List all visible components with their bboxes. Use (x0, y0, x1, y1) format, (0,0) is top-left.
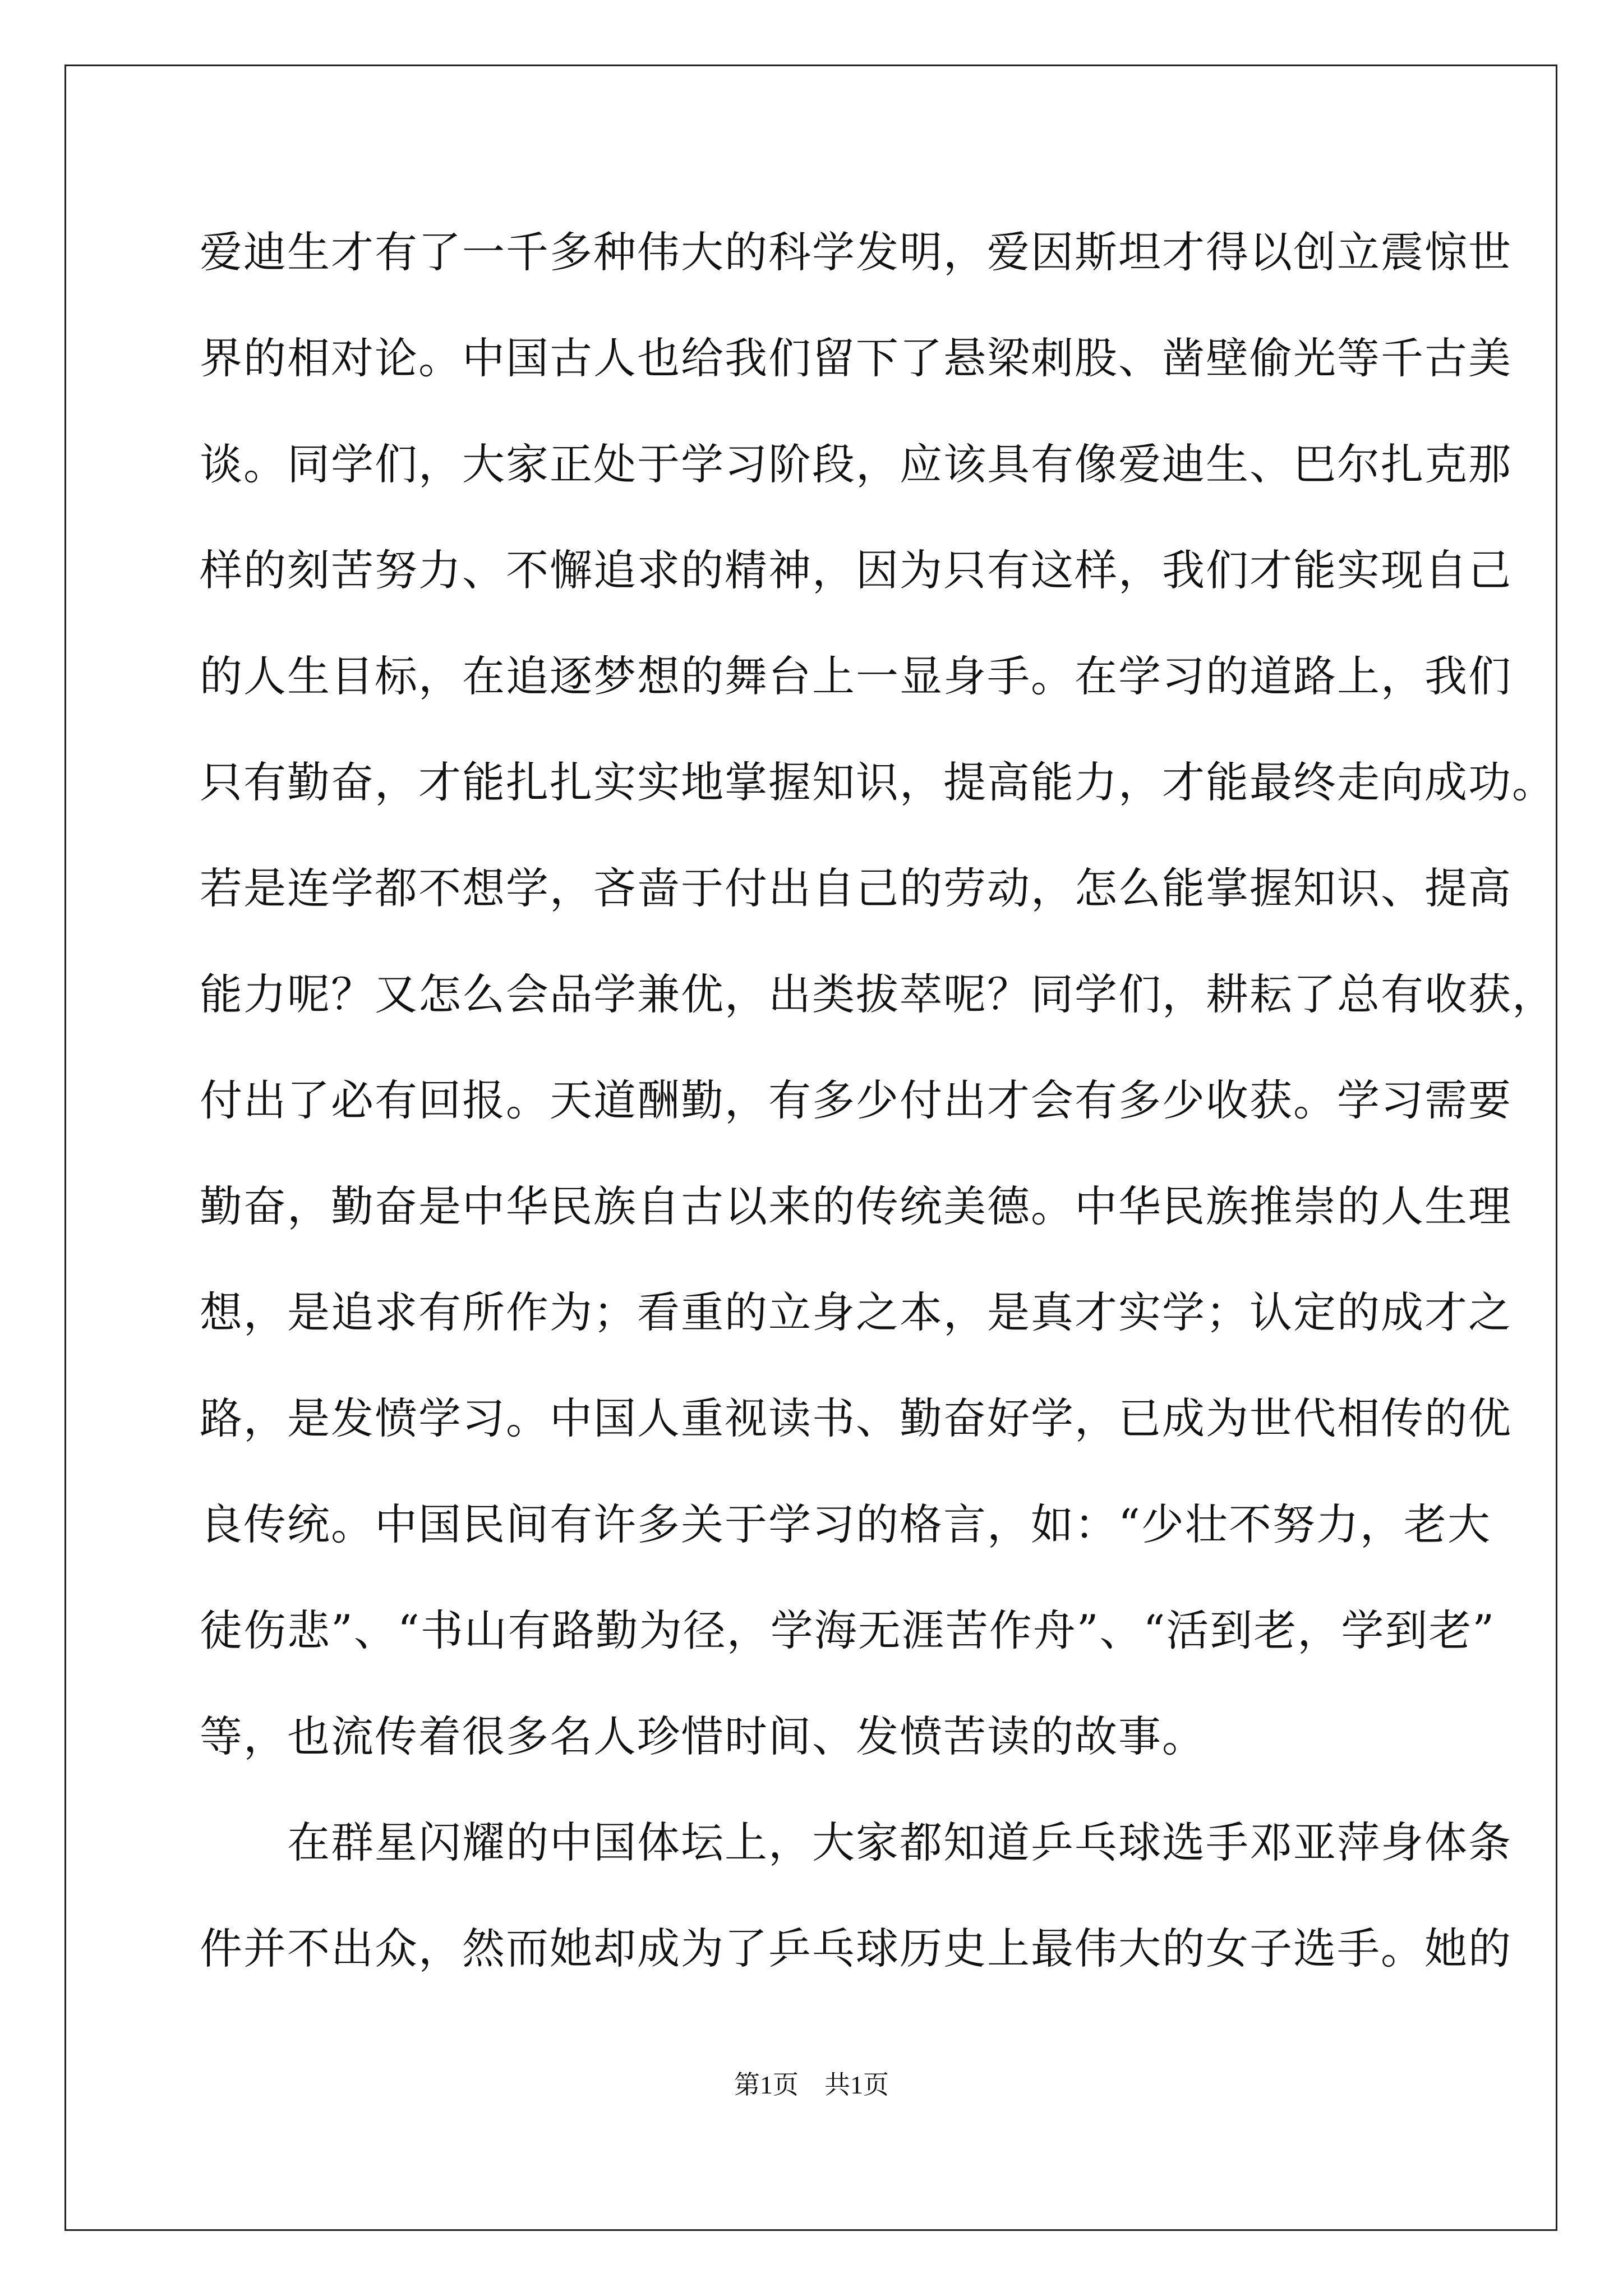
text-line-7: 若是连学都不想学，吝啬于付出自己的劳动，怎么能掌握知识、提高 (200, 863, 1512, 913)
text-line-9: 付出了必有回报。天道酬勤，有多少付出才会有多少收获。学习需要 (200, 1075, 1512, 1125)
text-line-3: 谈。同学们，大家正处于学习阶段，应该具有像爱迪生、巴尔扎克那 (200, 439, 1512, 489)
text-line-1: 爱迪生才有了一千多种伟大的科学发明，爱因斯坦才得以创立震惊世 (200, 227, 1512, 277)
text-line-15: 等，也流传着很多名人珍惜时间、发愤苦读的故事。 (200, 1711, 1206, 1761)
text-line-13: 良传统。中国民间有许多关于学习的格言，如：“少壮不努力，老大 (200, 1499, 1491, 1549)
text-line-12: 路，是发愤学习。中国人重视读书、勤奋好学，已成为世代相传的优 (200, 1393, 1512, 1443)
text-line-4: 样的刻苦努力、不懈追求的精神，因为只有这样，我们才能实现自己 (200, 545, 1512, 595)
text-line-11: 想，是追求有所作为；看重的立身之本，是真才实学；认定的成才之 (200, 1287, 1512, 1337)
text-line-2: 界的相对论。中国古人也给我们留下了悬梁刺股、凿壁偷光等千古美 (200, 333, 1512, 383)
text-line-16: 在群星闪耀的中国体坛上，大家都知道乒乓球选手邓亚萍身体条 (200, 1818, 1512, 1867)
page-number-label: 第1页 共1页 (734, 2070, 889, 2099)
text-line-6: 只有勤奋，才能扎扎实实地掌握知识，提高能力，才能最终走向成功。 (200, 757, 1556, 807)
document-body (200, 199, 1556, 2001)
text-line-10: 勤奋，勤奋是中华民族自古以来的传统美德。中华民族推崇的人生理 (200, 1181, 1512, 1231)
page-footer (0, 2064, 1623, 2101)
text-line-8: 能力呢？又怎么会品学兼优，出类拔萃呢？同学们，耕耘了总有收获， (200, 969, 1556, 1019)
text-line-14: 徒伤悲”、“书山有路勤为径，学海无涯苦作舟”、“活到老，学到老” (200, 1605, 1496, 1655)
text-line-17: 件并不出众，然而她却成为了乒乓球历史上最伟大的女子选手。她的 (200, 1924, 1512, 1973)
text-line-5: 的人生目标，在追逐梦想的舞台上一显身手。在学习的道路上，我们 (200, 651, 1512, 701)
